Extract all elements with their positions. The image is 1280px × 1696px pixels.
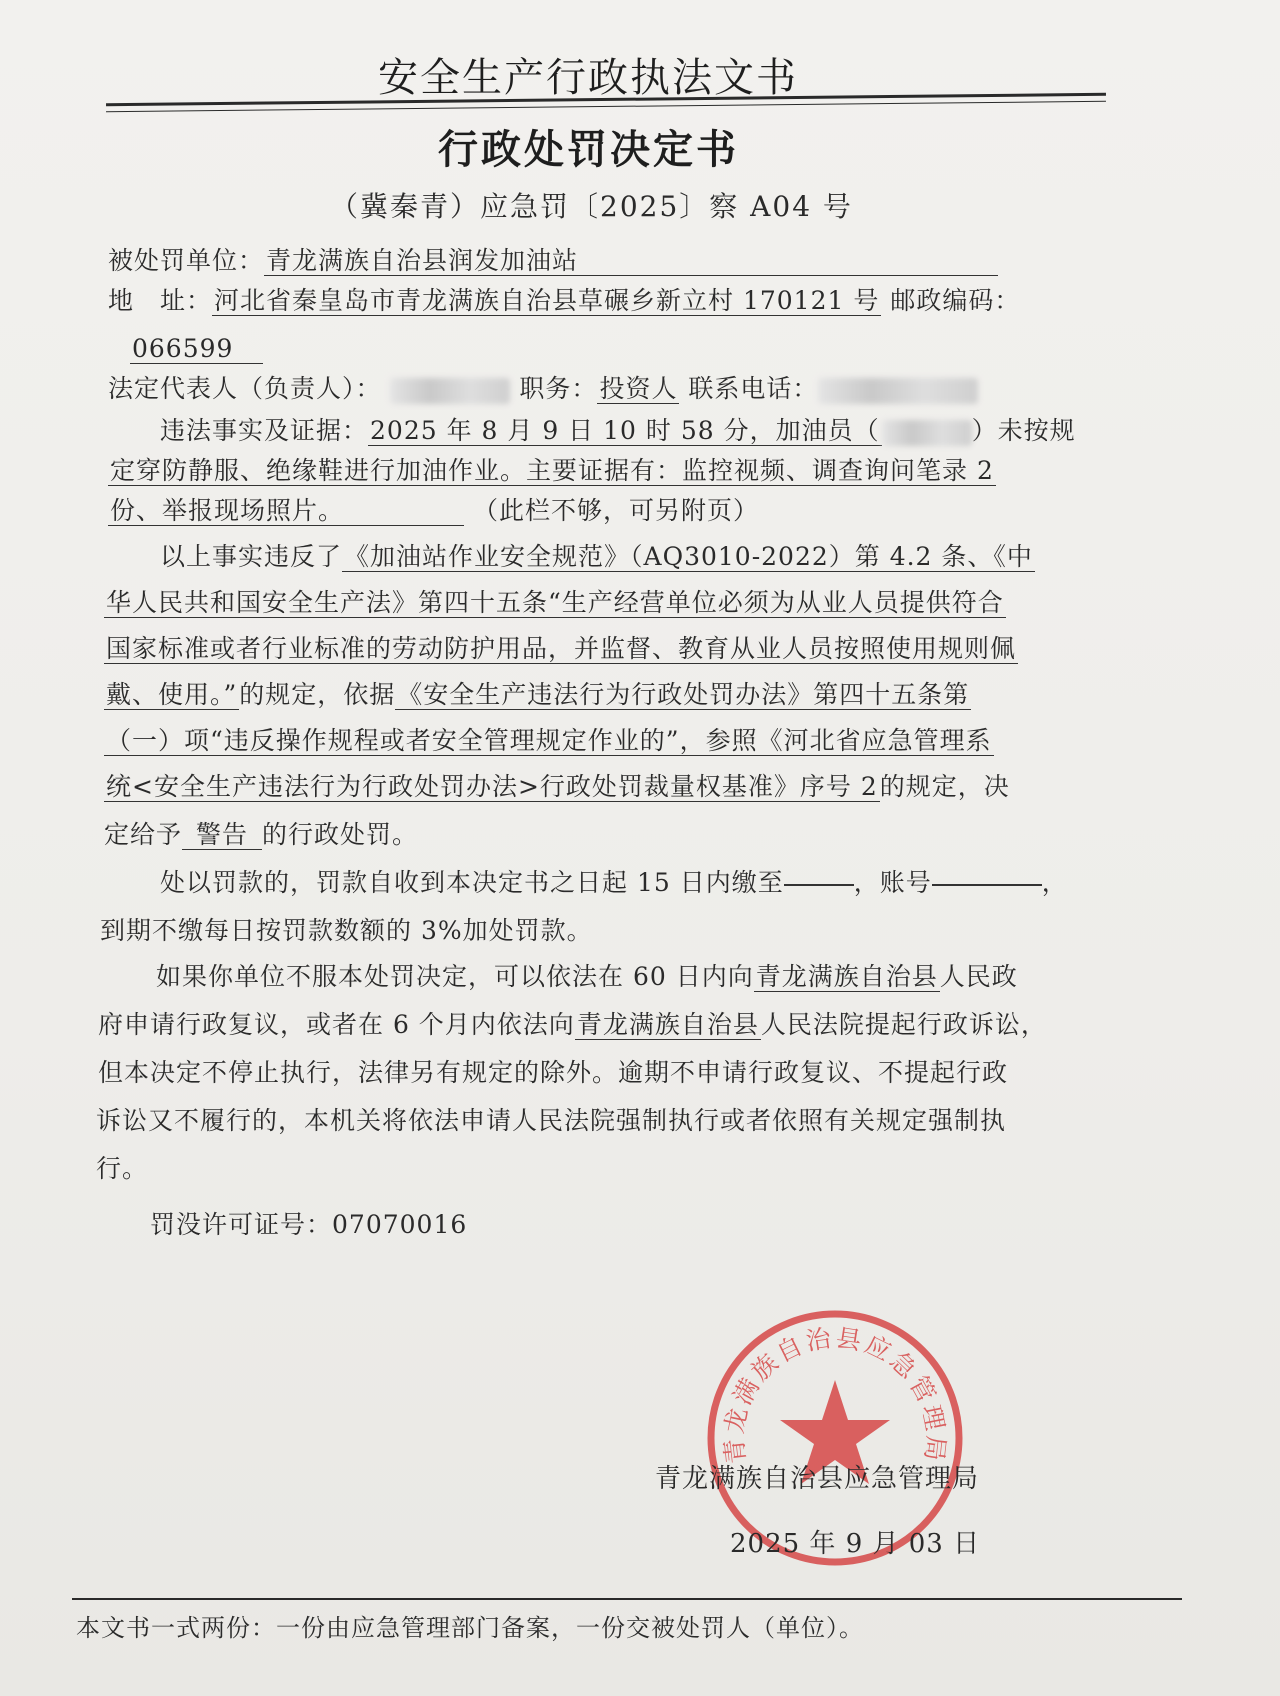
- violation-basis-item: （一）项“违反操作规程或者安全管理规定作业的”，参照《河北省应急管理系: [106, 726, 992, 755]
- fine-text: 处以罚款的，罚款自收到本决定书之日起 15 日内缴至: [160, 868, 784, 897]
- appeal-line-3: [98, 1056, 1008, 1090]
- facts-line-1-tail: ）未按规: [971, 416, 1076, 445]
- violation-line-6: [104, 770, 1010, 804]
- doc-type-header: 安全生产行政执法文书: [378, 55, 798, 101]
- violation-line-3: [104, 632, 1018, 666]
- violation-law-text-3: 戴、使用。”: [106, 680, 238, 709]
- appeal-line-2: [98, 1008, 1047, 1042]
- address-label: 地 址：: [108, 286, 213, 315]
- penalty-tail: 的行政处罚。: [262, 820, 419, 849]
- fine-late-text: 到期不缴每日按罚款数额的 3%加处罚款。: [100, 916, 593, 945]
- facts-note: （此栏不够，可另附页）: [472, 496, 759, 525]
- unit-label: 被处罚单位：: [108, 246, 265, 275]
- permit-number: 07070016: [332, 1210, 468, 1239]
- signing-authority: 青龙满族自治县应急管理局: [655, 1464, 980, 1494]
- appeal-text-2: 府申请行政复议，或者在 6 个月内依法向: [98, 1010, 575, 1039]
- appeal-text-5: 行。: [96, 1154, 149, 1183]
- facts-line-3: [108, 494, 759, 528]
- fine-line-1: [160, 866, 1068, 900]
- facts-lead: 违法事实及证据：: [160, 416, 369, 445]
- postcode-label: 邮政编码：: [890, 286, 1021, 315]
- footer-rule: [72, 1598, 1182, 1600]
- violation-standard: 《加油站作业安全规范》（AQ3010-2022）第 4.2 条、《中: [344, 542, 1033, 571]
- fine-account-blank: [932, 884, 1042, 886]
- violation-line-4: [104, 678, 971, 712]
- appeal-court-county: 青龙满族自治县: [576, 1010, 759, 1039]
- doc-title: 行政处罚决定书: [438, 126, 739, 173]
- violation-decision-lead: 的规定，决: [879, 772, 1010, 801]
- fine-comma: ，: [1041, 868, 1068, 897]
- party-postcode-row: [130, 332, 263, 366]
- permit-row: [150, 1208, 467, 1242]
- violation-law-text-1: 华人民共和国安全生产法》第四十五条“生产经营单位必须为从业人员提供符合: [106, 588, 1004, 617]
- party-rep-row: [108, 372, 978, 406]
- seal-text: 青龙满族自治县应急管理局: [719, 1323, 951, 1466]
- appeal-text-4: 诉讼又不履行的，本机关将依法申请人民法院强制执行或者依照有关规定强制执: [96, 1106, 1007, 1135]
- violation-basis-rule: 《安全生产违法行为行政处罚办法》第四十五条第: [397, 680, 970, 709]
- appeal-line-4: [96, 1104, 1006, 1138]
- position-value: 投资人: [599, 374, 678, 403]
- party-unit-row: [108, 244, 998, 278]
- penalty-lead: 定给予: [104, 820, 183, 849]
- violation-line-1: [160, 540, 1035, 574]
- footer-note: 本文书一式两份：一份由应急管理部门备案，一份交被处罚人（单位）。: [76, 1614, 864, 1642]
- facts-datetime: 2025 年 8 月 9 日 10 时 58 分，加油员（: [370, 416, 880, 445]
- fine-account-label: ，账号: [853, 868, 932, 897]
- redacted-phone: [818, 378, 978, 404]
- doc-number: （冀秦青）应急罚〔2025〕察 A04 号: [330, 190, 853, 223]
- penalty-type: 警告: [182, 820, 262, 850]
- redacted-attendant: [882, 420, 972, 446]
- facts-evidence-text: 定穿防静服、绝缘鞋进行加油作业。主要证据有：监控视频、调查询问笔录 2: [110, 456, 994, 485]
- appeal-text-2b: 人民法院提起行政诉讼，: [760, 1010, 1047, 1039]
- violation-law-text-2: 国家标准或者行业标准的劳动防护用品，并监督、教育从业人员按照使用规则佩: [106, 634, 1017, 663]
- appeal-text-3: 但本决定不停止执行，法律另有规定的除外。逾期不申请行政复议、不提起行政: [98, 1058, 1009, 1087]
- violation-basis-lead: 的规定，依据: [239, 680, 396, 709]
- appeal-text-1: 如果你单位不服本处罚决定，可以依法在 60 日内向: [156, 962, 754, 991]
- postcode-value: 066599: [130, 334, 263, 364]
- redacted-name: [390, 378, 510, 404]
- appeal-line-1: [156, 960, 1018, 994]
- violation-line-7: [104, 818, 418, 852]
- fine-line-2: [100, 914, 593, 948]
- violation-line-5: [104, 724, 994, 758]
- address-value: 河北省秦皇岛市青龙满族自治县草碾乡新立村 170121 号: [214, 286, 880, 315]
- facts-evidence-end: 份、举报现场照片。: [108, 496, 464, 526]
- violation-prefix: 以上事实违反了: [160, 542, 343, 571]
- unit-name: 青龙满族自治县润发加油站: [264, 246, 998, 276]
- facts-line-1: [160, 414, 1076, 448]
- violation-line-2: [104, 586, 1006, 620]
- facts-line-2: [108, 454, 996, 488]
- appeal-text-1b: 人民政: [939, 962, 1018, 991]
- fine-bank-blank: [784, 884, 854, 886]
- phone-label: 联系电话：: [688, 374, 819, 403]
- position-label: 职务：: [519, 374, 598, 403]
- appeal-line-5: [96, 1152, 148, 1186]
- signing-date: 2025 年 9 月 03 日: [730, 1529, 981, 1559]
- violation-discretion-ref: 统<安全生产违法行为行政处罚办法>行政处罚裁量权基准》序号 2: [106, 772, 878, 801]
- appeal-gov-name: 青龙满族自治县: [755, 962, 938, 991]
- rep-label: 法定代表人（负责人）：: [108, 374, 382, 403]
- permit-label: 罚没许可证号：: [150, 1210, 333, 1239]
- party-address-row: [108, 284, 1020, 318]
